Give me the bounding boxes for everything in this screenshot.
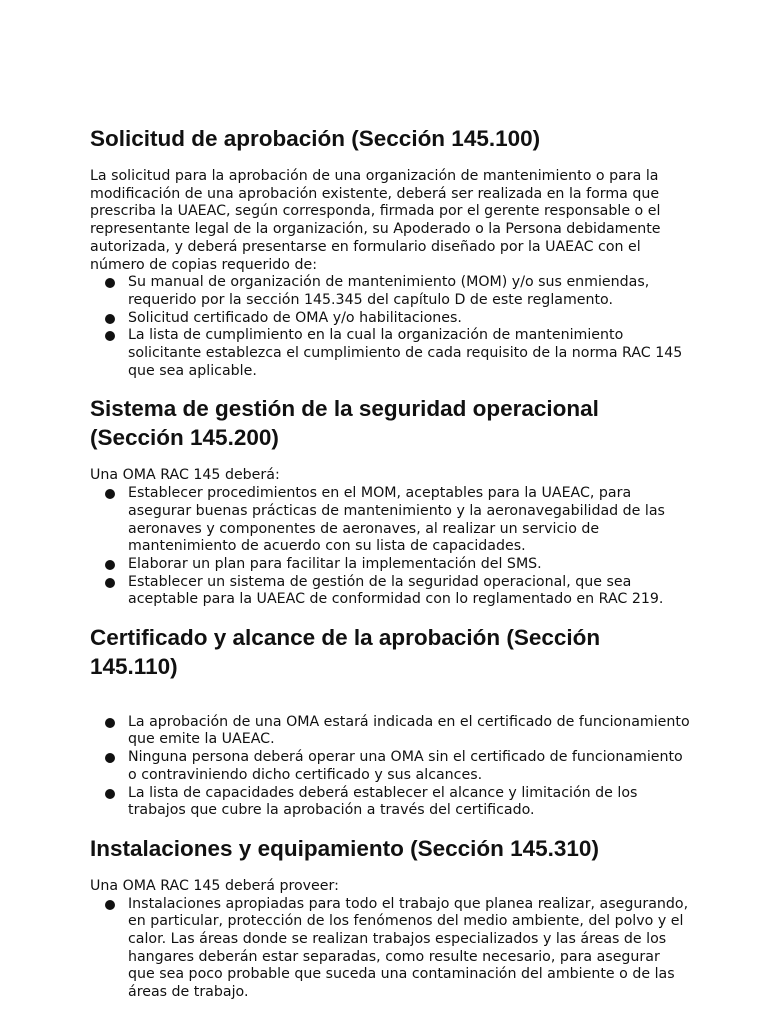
- section-heading: Solicitud de aprobación (Sección 145.100): [90, 126, 541, 151]
- bullet-list: [90, 485, 690, 609]
- section-heading: Sistema de gestión de la seguridad operacional (Sección 145.200): [90, 396, 599, 451]
- blank-line: [90, 696, 690, 714]
- list-item-text: Su manual de organización de mantenimiento (MOM) y/o sus enmiendas, requerido por la sección 145.345 del capítulo D de este reglamento.: [128, 274, 650, 308]
- bullet-icon: [105, 278, 115, 288]
- list-item: [90, 310, 690, 328]
- bullet-icon: [105, 718, 115, 728]
- section-solicitud-aprobacion: [90, 124, 690, 380]
- list-item-text: Establecer un sistema de gestión de la seguridad operacional, que sea aceptable para la UAEAC de conformidad con lo reglamentado en RAC 219.: [128, 573, 664, 608]
- bullet-icon: [105, 900, 115, 910]
- list-item: [90, 749, 690, 784]
- section-intro-paragraph: Una OMA RAC 145 deberá:: [90, 467, 280, 484]
- list-item: [90, 785, 690, 820]
- list-item-text: La aprobación de una OMA estará indicada en el certificado de funcionamiento que emite la UAEAC.: [128, 713, 690, 748]
- list-item: [90, 896, 690, 1002]
- section-heading: Certificado y alcance de la aprobación (Sección 145.110): [90, 625, 601, 680]
- bullet-list: [90, 714, 690, 820]
- bullet-icon: [105, 560, 115, 570]
- section-intro-paragraph: Una OMA RAC 145 deberá proveer:: [90, 877, 339, 894]
- bullet-icon: [105, 314, 115, 324]
- list-item: [90, 327, 690, 380]
- list-item-text: Solicitud certificado de OMA y/o habilitaciones.: [128, 309, 462, 326]
- bullet-icon: [105, 753, 115, 763]
- list-item-text: La lista de capacidades deberá establecer el alcance y limitación de los trabajos que cubre la aprobación a través del certificado.: [128, 784, 638, 819]
- section-heading: Instalaciones y equipamiento (Sección 145.310): [90, 835, 599, 861]
- bullet-icon: [105, 789, 115, 799]
- list-item-text: Establecer procedimientos en el MOM, aceptables para la UAEAC, para asegurar buenas prácticas de mantenimiento y la aeronavegabilidad de las aeronaves y componentes de aeronaves, al realizar un servicio de mantenimiento de acuerdo con su lista de capacidades.: [128, 485, 665, 555]
- section-sistema-gestion-seguridad: [90, 394, 690, 609]
- bullet-icon: [105, 578, 115, 588]
- section-intro-paragraph: La solicitud para la aprobación de una organización de mantenimiento o para la modificación de una aprobación existente, deberá ser realizada en la forma que prescriba la UAEAC, según corresponda, firmada por el gerente responsable o el representante legal de la organización, su Apoderado o la Persona debidamente autorizada, y deberá presentarse en formulario diseñado por la UAEAC con el número de copias requerido de:: [90, 168, 661, 273]
- list-item: [90, 485, 690, 556]
- list-item-text: Ninguna persona deberá operar una OMA sin el certificado de funcionamiento o contraviniendo dicho certificado y sus alcances.: [128, 749, 683, 783]
- document-page: [90, 124, 690, 1002]
- list-item: [90, 574, 690, 609]
- bullet-icon: [105, 489, 115, 499]
- bullet-list: [90, 274, 690, 380]
- section-certificado-alcance: [90, 623, 690, 820]
- section-instalaciones-equipamiento: [90, 834, 690, 1002]
- list-item-text: La lista de cumplimiento en la cual la organización de mantenimiento solicitante establezca el cumplimiento de cada requisito de la norma RAC 145 que sea aplicable.: [128, 327, 683, 379]
- list-item: [90, 714, 690, 749]
- bullet-icon: [105, 331, 115, 341]
- list-item: [90, 274, 690, 309]
- list-item: [90, 556, 690, 574]
- bullet-list: [90, 896, 690, 1002]
- list-item-text: Elaborar un plan para facilitar la implementación del SMS.: [128, 555, 542, 572]
- list-item-text: Instalaciones apropiadas para todo el trabajo que planea realizar, asegurando, en particular, protección de los fenómenos del medio ambiente, del polvo y el calor. Las áreas donde se realizan trabajos especializados y las áreas de los hangares deberán estar separadas, como resulte necesario, para asegurar que sea poco probable que suceda una contaminación del ambiente o de las áreas de trabajo.: [128, 895, 689, 1001]
